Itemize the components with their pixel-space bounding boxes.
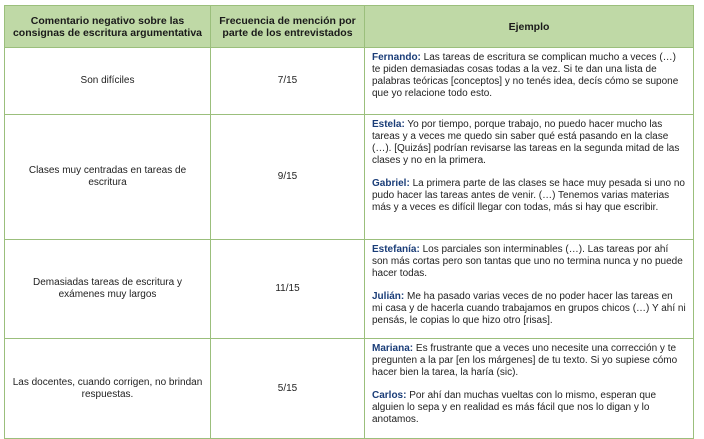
- frequency-cell: 9/15: [211, 115, 365, 240]
- table-row: [5, 339, 694, 439]
- comments-table: [4, 5, 694, 439]
- quote: [372, 390, 686, 426]
- quote: [372, 291, 686, 327]
- quote-text: Por ahí dan muchas vueltas con lo mismo, esperan que alguien lo sepa y en realidad es más fácil que nos lo digan y lo anotamos.: [372, 390, 657, 425]
- table-row: [5, 48, 694, 115]
- quote-text: Las tareas de escritura se complican mucho a veces (…) te piden demasiadas cosas todas a la vez. Si te dan una lista de palabras teóricas [conceptos] y no tenés idea, decís cómo se supone que yo relacione todo esto.: [372, 52, 679, 99]
- speaker-name: Estefanía:: [372, 244, 420, 255]
- comment-cell: Demasiadas tareas de escritura y exámenes muy largos: [5, 240, 211, 339]
- speaker-name: Estela:: [372, 119, 405, 130]
- quote: [372, 52, 686, 100]
- speaker-name: Carlos:: [372, 390, 407, 401]
- example-cell: [365, 240, 694, 339]
- speaker-name: Gabriel:: [372, 178, 410, 189]
- speaker-name: Julián:: [372, 291, 405, 302]
- table-row: [5, 240, 694, 339]
- quote: [372, 119, 686, 167]
- header-comment: Comentario negativo sobre las consignas de escritura argumentativa: [5, 6, 211, 48]
- frequency-cell: 11/15: [211, 240, 365, 339]
- example-cell: [365, 115, 694, 240]
- speaker-name: Fernando:: [372, 52, 421, 63]
- table-container: [4, 5, 693, 439]
- example-cell: [365, 339, 694, 439]
- quote: [372, 343, 686, 379]
- frequency-cell: 7/15: [211, 48, 365, 115]
- comment-cell: Las docentes, cuando corrigen, no brindan respuestas.: [5, 339, 211, 439]
- quote: [372, 244, 686, 280]
- quote: [372, 178, 686, 214]
- header-example: Ejemplo: [365, 6, 694, 48]
- speaker-name: Mariana:: [372, 343, 414, 354]
- table-row: [5, 115, 694, 240]
- quote-text: Me ha pasado varias veces de no poder hacer las tareas en mi casa y de hacerla cuando trabajamos en grupos chicos (…) Y ahí ni pensás, le copias lo que hizo otro [risas].: [372, 291, 686, 326]
- table-header-row: [5, 6, 694, 48]
- quote-text: Es frustrante que a veces uno necesite una corrección y te pregunten a la par [en los márgenes] de tu texto. Si yo supiese cómo hacer bien la tarea, la haría (sic).: [372, 343, 678, 378]
- example-cell: [365, 48, 694, 115]
- header-frequency: Frecuencia de mención por parte de los entrevistados: [211, 6, 365, 48]
- frequency-cell: 5/15: [211, 339, 365, 439]
- quote-text: Yo por tiempo, porque trabajo, no puedo hacer mucho las tareas y a veces me quedo sin saber qué está pasando en la clase (…). [Quizás] podrían revisarse las tareas en la segunda mitad de las clases y no en la primera.: [372, 119, 680, 166]
- comment-cell: Clases muy centradas en tareas de escritura: [5, 115, 211, 240]
- comment-cell: Son difíciles: [5, 48, 211, 115]
- quote-text: Los parciales son interminables (…). Las tareas por ahí son más cortas pero son tantas que uno no termina nunca y no puede hacer todas.: [372, 244, 683, 279]
- quote-text: La primera parte de las clases se hace muy pesada si uno no pudo hacer las tareas antes de venir. (…) Tenemos varias materias más y a veces es difícil llegar con todas, más si hay que escribir.: [372, 178, 685, 213]
